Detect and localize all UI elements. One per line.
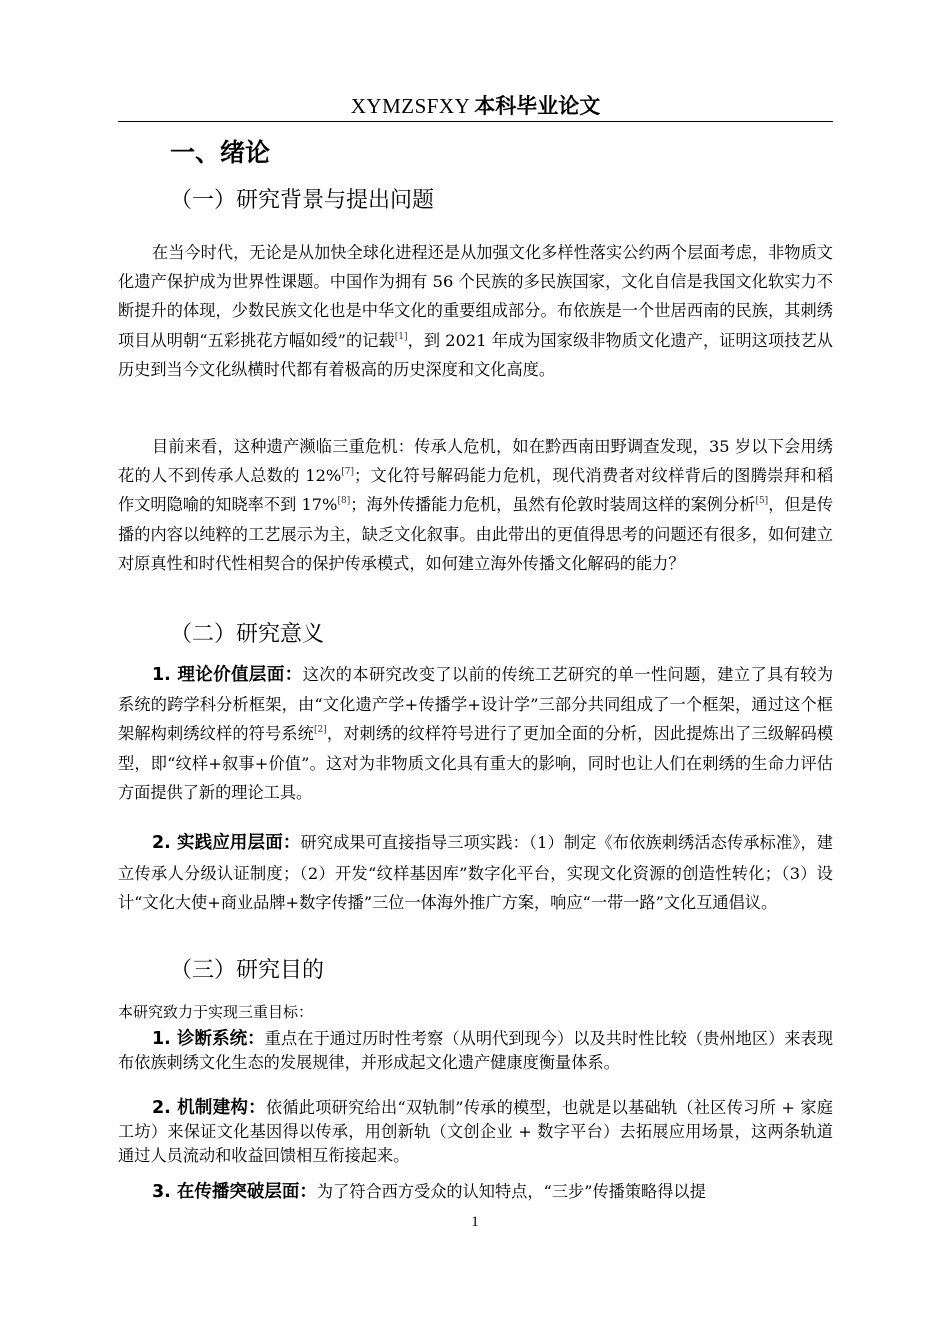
header-thesis-label: 本科毕业论文 [474,94,601,118]
citation-ref: [2] [313,725,327,736]
citation-ref: [1] [394,331,408,342]
citation-ref: [7] [341,467,355,478]
running-header [118,92,833,120]
section-3-title: （三）研究目的 [170,958,325,983]
paragraph-lead: 2. 机制建构： [152,1098,266,1118]
citation-ref: [5] [755,496,769,507]
section-2-theory-paragraph: 1. 理论价值层面：这次的本研究改变了以前的传统工艺研究的单一性问题，建立了具有较为系统的跨学科分析框架，由“文化遗产学+传播学+设计学”三部分共同组成了一个框架，通过这个框架解构刺绣纹样的符号系统[2]，对刺绣的纹样符号进行了更加全面的分析，因此提炼出了三级解码模型，即“纹样+叙事+价值”。这对为非物质文化具有重大的影响，同时也让人们在刺绣的生命力评估方面提供了新的理论工具。 [118,665,834,802]
header-rule [118,121,833,122]
paragraph-lead: 1. 理论价值层面： [152,665,303,685]
section-1-paragraph-2: 目前来看，这种遗产濒临三重危机：传承人危机，如在黔西南田野调查发现，35 岁以下会用绣花的人不到传承人总数的 12%[7]；文化符号解码能力危机，现代消费者对纹样背后的图腾崇拜和稻作文明隐喻的知晓率不到 17%[8]；海外传播能力危机，虽然有伦敦时装周这样的案例分析[5]，但是传播的内容以纯粹的工艺展示为主，缺乏文化叙事。由此带出的更值得思考的问题还有很多，如何建立对原真性和时代性相契合的保护传承模式，如何建立海外传播文化解码的能力？ [118,437,834,573]
paragraph-lead: 2. 实践应用层面： [152,833,301,853]
citation-ref: [8] [337,496,351,507]
section-2-title: （二）研究意义 [170,622,325,647]
paragraph-lead: 3. 在传播突破层面： [152,1182,317,1202]
section-1-title: （一）研究背景与提出问题 [170,188,435,213]
page-number: 1 [471,1214,479,1230]
section-2-practice-paragraph: 2. 实践应用层面：研究成果可直接指导三项实践：（1）制定《布依族刺绣活态传承标准》，建立传承人分级认证制度；（2）开发“纹样基因库”数字化平台，实现文化资源的创造性转化；（3）设计“文化大使+商业品牌+数字传播”三位一体海外推广方案，响应“一带一路”文化互通倡议。 [118,833,833,912]
chapter-title: 一、绪论 [170,138,271,167]
paragraph-lead: 1. 诊断系统： [152,1029,265,1049]
goal-1-paragraph: 1. 诊断系统：重点在于通过历时性考察（从明代到现今）以及共时性比较（贵州地区）来表现布依族刺绣文化生态的发展规律，并形成起文化遗产健康度衡量体系。 [118,1029,834,1072]
goal-3-paragraph: 3. 在传播突破层面：为了符合西方受众的认知特点，“三步”传播策略得以提 [152,1182,706,1202]
section-1-paragraph-1: 在当今时代，无论是从加快全球化进程还是从加强文化多样性落实公约两个层面考虑，非物质文化遗产保护成为世界性课题。中国作为拥有 56 个民族的多民族国家，文化自信是我国文化软实力不断提升的体现，少数民族文化也是中华文化的重要组成部分。布依族是一个世居西南的民族，其刺绣项目从明朝“五彩挑花方幅如绶”的记载[1]，到 2021 年成为国家级非物质文化遗产，证明这项技艺从历史到当今文化纵横时代都有着极高的历史深度和文化高度。 [118,243,833,379]
goal-2-paragraph: 2. 机制建构：依循此项研究给出“双轨制”传承的模型，也就是以基础轨（社区传习所 + 家庭工坊）来保证文化基因得以传承，用创新轨（文创企业 + 数字平台）去拓展应用场景，这两条轨道通过人员流动和收益回馈相互衔接起来。 [118,1098,833,1165]
section-3-intro: 本研究致力于实现三重目标： [118,1003,314,1021]
header-school-code: XYMZSFXY [350,94,471,118]
